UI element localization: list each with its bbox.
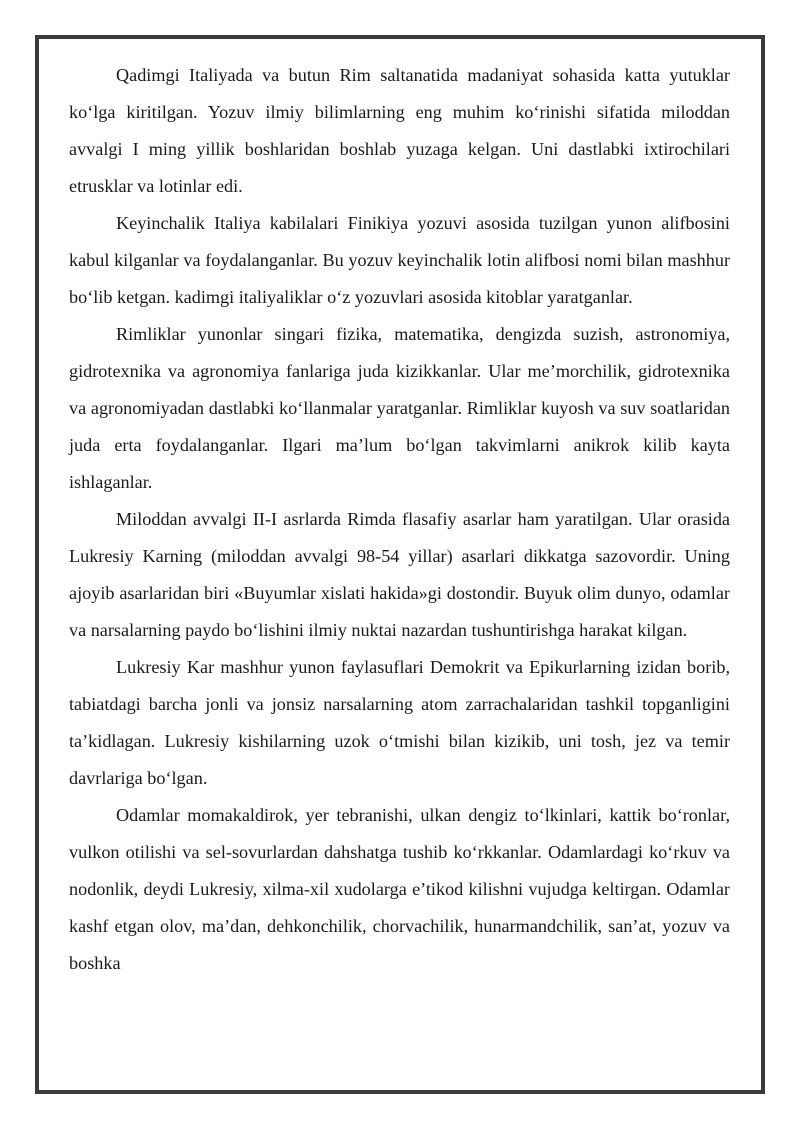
paragraph-4: Miloddan avvalgi II-I asrlarda Rimda flasafiy asarlar ham yaratilgan. Ular orasida Lukresiy Karning (miloddan avvalgi 98-54 yillar) asarlari dikkatga sazovordir. Uning ajoyib asarlaridan biri «Buyumlar xislati hakida»gi dostondir. Buyuk olim dunyo, odamlar va narsalarning paydo bo‘lishini ilmiy nuktai nazardan tushuntirishga harakat kilgan. (69, 509, 730, 640)
paragraph-1: Qadimgi Italiyada va butun Rim saltanatida madaniyat sohasida katta yutuklar ko‘lga kiritilgan. Yozuv ilmiy bilimlarning eng muhim ko‘rinishi sifatida miloddan avvalgi I ming yillik boshlaridan boshlab yuzaga kelgan. Uni dastlabki ixtirochilari etrusklar va lotinlar edi. (69, 65, 730, 196)
paragraph-2: Keyinchalik Italiya kabilalari Finikiya yozuvi asosida tuzilgan yunon alifbosini kabul kilganlar va foydalanganlar. Bu yozuv keyinchalik lotin alifbosi nomi bilan mashhur bo‘lib ketgan. kadimgi italiyaliklar o‘z yozuvlari asosida kitoblar yaratganlar. (69, 213, 730, 307)
paragraph-6: Odamlar momakaldirok, yer tebranishi, ulkan dengiz to‘lkinlari, kattik bo‘ronlar, vulkon otilishi va sel-sovurlardan dahshatga tushib ko‘rkkanlar. Odamlardagi ko‘rkuv va nodonlik, deydi Lukresiy, xilma-xil xudolarga e’tikod kilishni vujudga keltirgan. Odamlar kashf etgan olov, ma’dan, dehkonchilik, chorvachilik, hunarmandchilik, san’at, yozuv va boshka (69, 805, 730, 973)
page-frame (35, 35, 765, 1094)
document-body (69, 57, 730, 982)
paragraph-5: Lukresiy Kar mashhur yunon faylasuflari Demokrit va Epikurlarning izidan borib, tabiatdagi barcha jonli va jonsiz narsalarning atom zarrachalaridan tashkil topganligini ta’kidlagan. Lukresiy kishilarning uzok o‘tmishi bilan kizikib, uni tosh, jez va temir davrlariga bo‘lgan. (69, 657, 730, 788)
paragraph-3: Rimliklar yunonlar singari fizika, matematika, dengizda suzish, astronomiya, gidrotexnika va agronomiya fanlariga juda kizikkanlar. Ular me’morchilik, gidrotexnika va agronomiyadan dastlabki ko‘llanmalar yaratganlar. Rimliklar kuyosh va suv soatlaridan juda erta foydalanganlar. Ilgari ma’lum bo‘lgan takvimlarni anikrok kilib kayta ishlaganlar. (69, 324, 730, 492)
